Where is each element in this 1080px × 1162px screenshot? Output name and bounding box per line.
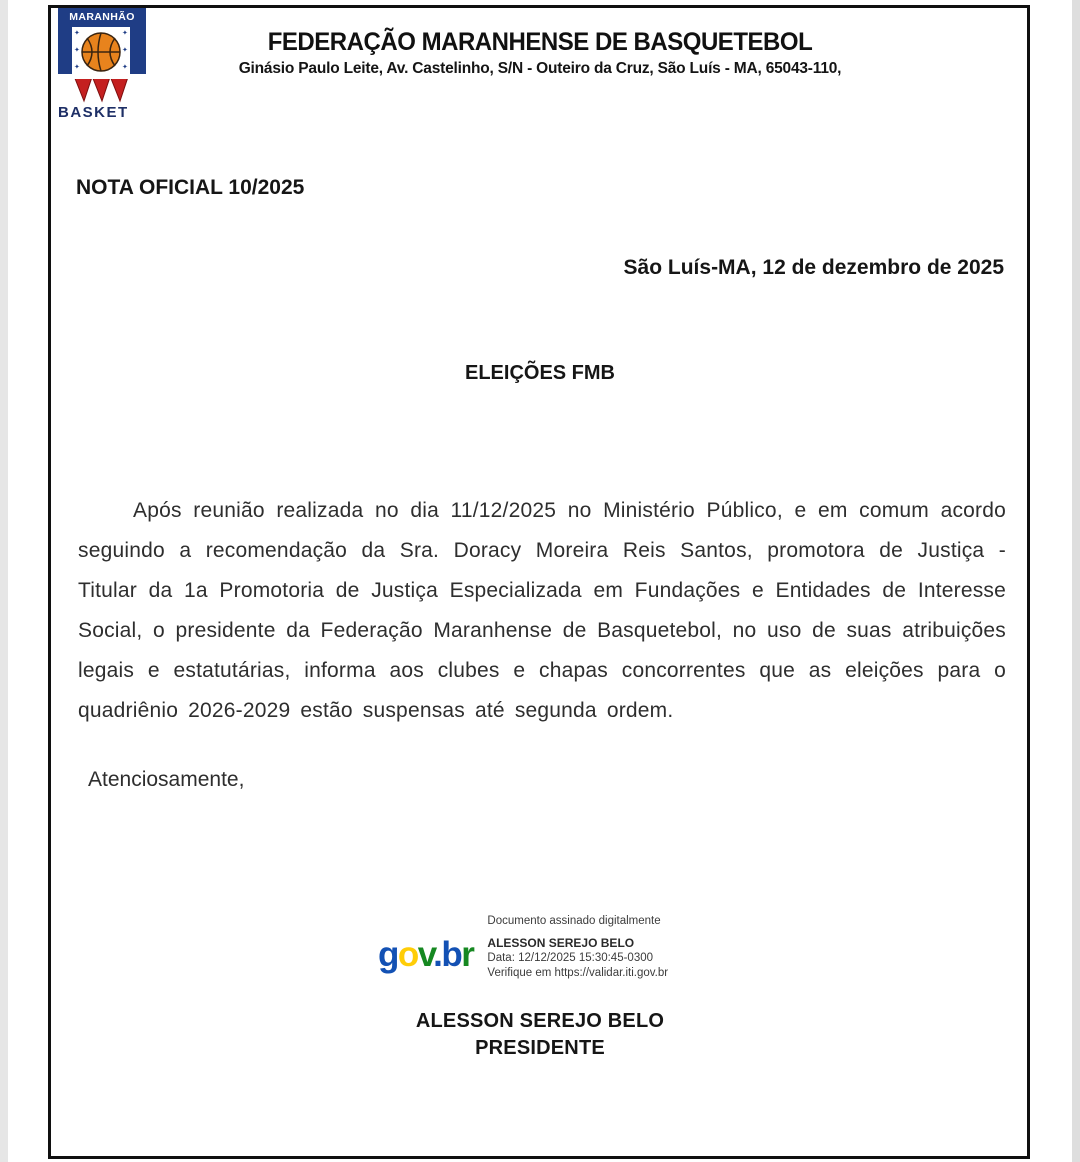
digital-signature-stamp [378,914,668,981]
dateline: São Luís-MA, 12 de dezembro de 2025 [623,256,1004,279]
federation-address: Ginásio Paulo Leite, Av. Castelinho, S/N - Outeiro da Cruz, São Luís - MA, 65043-110, [238,60,842,77]
signature-title: PRESIDENTE [475,1037,605,1059]
signature-block [76,1008,1004,1062]
logo-region-label: MARANHÃO [69,11,135,23]
basketball-icon [81,30,121,76]
photo-edge-right [1072,0,1080,1162]
logo-emblem [58,8,146,74]
govbr-logo: gov.br [378,935,474,974]
signature-name: ALESSON SEREJO BELO [415,1010,665,1032]
federation-logo [58,8,150,121]
subject-line: ELEIÇÕES FMB [464,362,615,384]
federation-title: FEDERAÇÃO MARANHENSE DE BASQUETEBOL [267,28,813,56]
logo-caption: BASKET [58,104,129,121]
logo-stars-right: ✦ ✦ ✦ [122,30,128,71]
photo-edge-left [0,0,8,1162]
stamp-date: Data: 12/12/2025 15:30:45-0300 [487,952,654,964]
stamp-verify-url: Verifique em https://validar.iti.gov.br [487,967,669,979]
closing-line: Atenciosamente, [88,768,245,791]
stamp-signer-name: ALESSON SEREJO BELO [487,936,635,950]
stamp-line-digital: Documento assinado digitalmente [487,915,661,927]
note-number: NOTA OFICIAL 10/2025 [76,176,305,199]
body-paragraph: Após reunião realizada no dia 11/12/2025 no Ministério Público, e em comum acordo seguindo a recomendação da Sra. Doracy Moreira Reis Santos, promotora de Justiça - Titular da 1a Promotoria de Justiça Especializada em Fundações e Entidades de Interesse Social, o presidente da Federação Maranhense de Basquetebol, no uso de suas atribuições legais e estatutárias, informa aos clubes e chapas concorrentes que as eleições para o quadriênio 2026-2029 estão suspensas até segunda ordem. [78,499,1006,722]
logo-stars-left: ✦ ✦ ✦ [74,30,80,71]
logo-ball-box [72,27,130,79]
stamp-text [487,914,668,981]
